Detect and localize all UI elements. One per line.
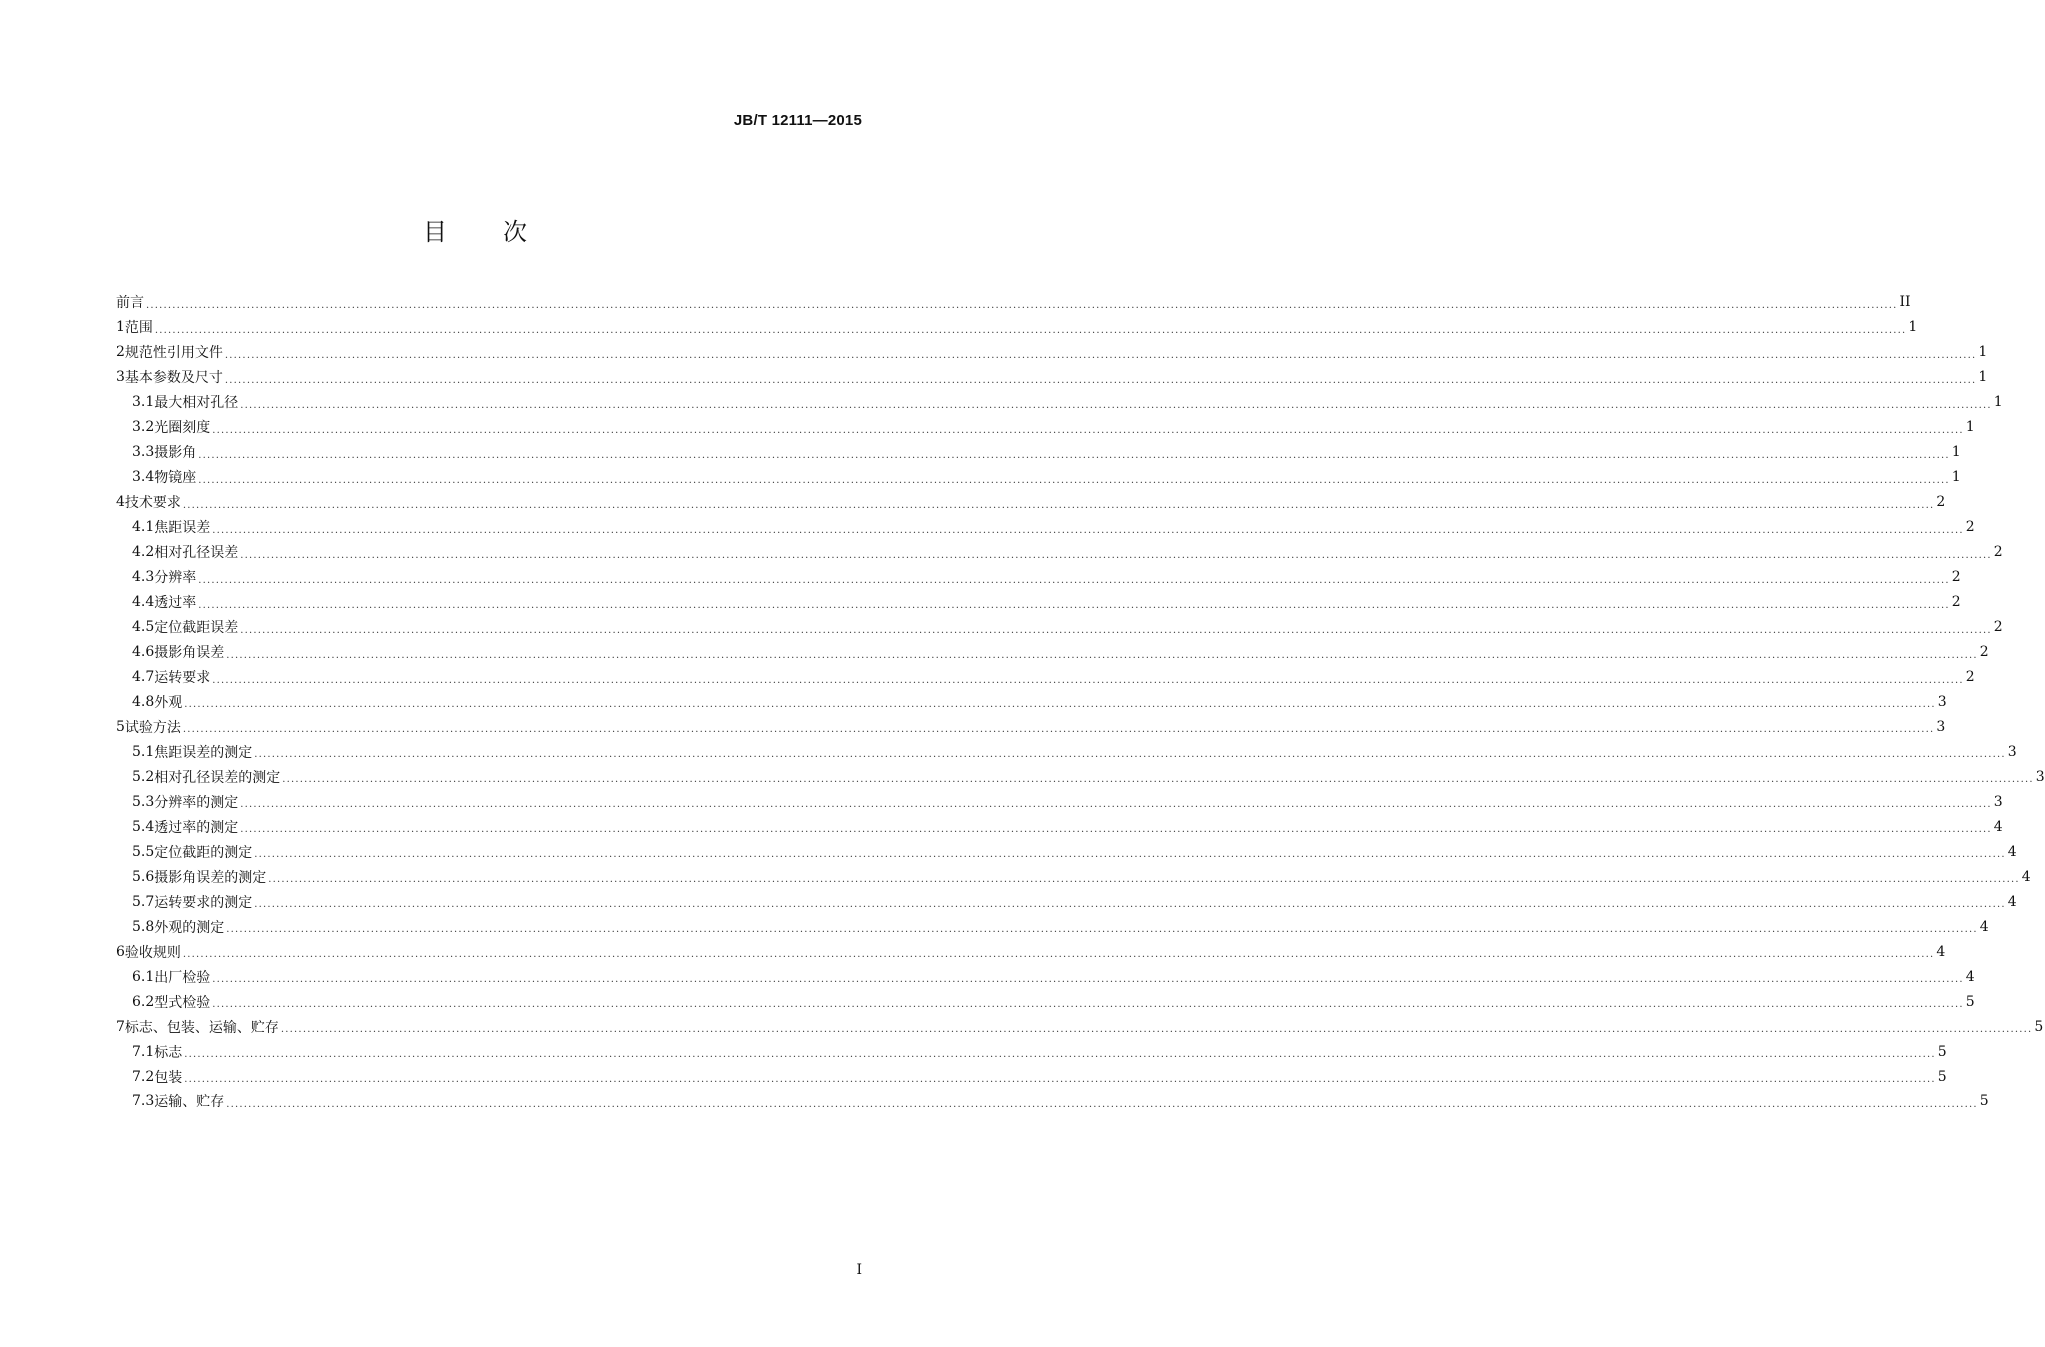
toc-leader-dots: ................................................................................................................................................................................................................................................................................................................................................................................................................ [254, 749, 2006, 761]
toc-entry-label: 标志、包装、运输、贮存 [124, 1019, 279, 1036]
toc-entry-number: 2 [116, 344, 125, 361]
toc-entry-label: 型式检验 [154, 994, 211, 1011]
toc-entry-number: 5 [116, 718, 125, 735]
toc-entry-label: 焦距误差的测定 [154, 744, 253, 761]
toc-leader-dots: ................................................................................................................................................................................................................................................................................................................................................................................................................ [198, 474, 1950, 486]
toc-entry-number: 5.1 [132, 743, 155, 760]
toc-leader-dots: ................................................................................................................................................................................................................................................................................................................................................................................................................ [184, 1049, 1936, 1061]
toc-entry-label: 运转要求的测定 [154, 894, 253, 911]
toc-entry[interactable] [116, 590, 1961, 615]
toc-entry-number: 5.4 [132, 818, 155, 835]
toc-entry[interactable] [116, 989, 1975, 1014]
toc-leader-dots: ................................................................................................................................................................................................................................................................................................................................................................................................................ [212, 424, 1964, 436]
toc-entry-label: 相对孔径误差 [154, 545, 239, 562]
toc-entry[interactable] [116, 465, 1961, 490]
toc-entry-number: 7.3 [132, 1093, 155, 1110]
toc-entry-label: 摄影角误差的测定 [154, 869, 267, 886]
toc-entry-page: 3 [1993, 793, 2003, 810]
toc-leader-dots: ................................................................................................................................................................................................................................................................................................................................................................................................................ [198, 599, 1950, 611]
toc-entry-number: 7.2 [132, 1068, 155, 1085]
toc-entry-page: 4 [1979, 918, 1989, 935]
table-of-contents [116, 290, 2045, 1114]
toc-entry-page: 3 [2007, 743, 2017, 760]
toc-leader-dots: ................................................................................................................................................................................................................................................................................................................................................................................................................ [280, 1024, 2033, 1036]
toc-entry[interactable] [116, 864, 2031, 889]
toc-leader-dots: ................................................................................................................................................................................................................................................................................................................................................................................................................ [198, 449, 1950, 461]
toc-entry-label: 包装 [154, 1069, 183, 1086]
toc-entry[interactable] [116, 665, 1975, 690]
toc-leader-dots: ................................................................................................................................................................................................................................................................................................................................................................................................................ [226, 924, 1978, 936]
toc-entry-number: 4.7 [132, 669, 155, 686]
toc-entry-page: 2 [1951, 594, 1961, 611]
toc-entry-page: 3 [1936, 718, 1946, 735]
toc-entry-page: 4 [1936, 943, 1946, 960]
toc-entry-label: 摄影角误差 [154, 645, 225, 662]
toc-leader-dots: ................................................................................................................................................................................................................................................................................................................................................................................................................ [224, 374, 1977, 386]
toc-entry-page: II [1899, 294, 1911, 311]
toc-entry-page: 4 [2007, 843, 2017, 860]
toc-entry-label: 物镜座 [154, 470, 197, 487]
standard-code: JB/T 12111—2015 [733, 112, 862, 129]
toc-leader-dots: ................................................................................................................................................................................................................................................................................................................................................................................................................ [282, 774, 2034, 786]
toc-entry-number: 4.8 [132, 693, 155, 710]
toc-leader-dots: ................................................................................................................................................................................................................................................................................................................................................................................................................ [184, 1074, 1936, 1086]
toc-leader-dots: ................................................................................................................................................................................................................................................................................................................................................................................................................ [182, 949, 1935, 961]
toc-leader-dots: ................................................................................................................................................................................................................................................................................................................................................................................................................ [154, 324, 1907, 336]
toc-entry-label: 运输、贮存 [154, 1094, 225, 1111]
toc-entry[interactable] [116, 814, 2003, 839]
toc-entry-label: 试验方法 [124, 719, 181, 736]
toc-entry-number: 3.4 [132, 469, 155, 486]
toc-entry-page: 2 [1965, 519, 1975, 536]
toc-entry-label: 外观 [154, 694, 183, 711]
toc-entry[interactable] [116, 615, 2003, 640]
toc-entry[interactable] [116, 839, 2017, 864]
toc-entry-number: 4.2 [132, 544, 155, 561]
toc-entry[interactable] [116, 415, 1975, 440]
toc-entry-page: 4 [1965, 968, 1975, 985]
toc-leader-dots: ................................................................................................................................................................................................................................................................................................................................................................................................................ [240, 799, 1992, 811]
toc-entry-label: 定位截距的测定 [154, 844, 253, 861]
toc-entry[interactable] [116, 939, 1946, 964]
toc-leader-dots: ................................................................................................................................................................................................................................................................................................................................................................................................................ [184, 699, 1936, 711]
toc-entry-number: 3.3 [132, 444, 155, 461]
toc-leader-dots: ................................................................................................................................................................................................................................................................................................................................................................................................................ [146, 299, 1898, 311]
toc-entry-number: 4.4 [132, 594, 155, 611]
toc-entry-page: 1 [1978, 369, 1988, 386]
toc-entry-label: 分辨率 [154, 570, 197, 587]
toc-entry-page: 2 [1993, 544, 2003, 561]
toc-entry-label: 定位截距误差 [154, 620, 239, 637]
toc-entry-number: 4.1 [132, 519, 155, 536]
toc-entry-page: 2 [1993, 619, 2003, 636]
toc-entry-number: 6 [116, 943, 125, 960]
toc-leader-dots: ................................................................................................................................................................................................................................................................................................................................................................................................................ [212, 974, 1964, 986]
toc-leader-dots: ................................................................................................................................................................................................................................................................................................................................................................................................................ [212, 674, 1964, 686]
toc-entry-number: 7.1 [132, 1043, 155, 1060]
toc-entry-label: 前言 [116, 295, 144, 312]
toc-entry[interactable] [116, 714, 1946, 739]
toc-entry[interactable] [116, 889, 2017, 914]
toc-entry-label: 透过率 [154, 595, 197, 612]
toc-entry-page: 1 [1993, 394, 2003, 411]
toc-entry-page: 5 [2034, 1018, 2044, 1035]
toc-entry-page: 1 [1951, 469, 1961, 486]
toc-leader-dots: ................................................................................................................................................................................................................................................................................................................................................................................................................ [240, 624, 1992, 636]
toc-leader-dots: ................................................................................................................................................................................................................................................................................................................................................................................................................ [240, 824, 1992, 836]
toc-entry-number: 6.2 [132, 993, 155, 1010]
toc-entry-number: 5.2 [132, 768, 155, 785]
toc-entry[interactable] [116, 540, 2003, 565]
page-number: I [856, 1262, 862, 1278]
toc-entry-page: 3 [2035, 768, 2045, 785]
toc-entry-page: 5 [1937, 1043, 1947, 1060]
toc-entry[interactable] [116, 565, 1961, 590]
toc-leader-dots: ................................................................................................................................................................................................................................................................................................................................................................................................................ [240, 399, 1992, 411]
toc-entry-page: 5 [1979, 1093, 1989, 1110]
toc-leader-dots: ................................................................................................................................................................................................................................................................................................................................................................................................................ [254, 849, 2006, 861]
toc-entry-label: 焦距误差 [154, 520, 211, 537]
toc-entry-label: 最大相对孔径 [154, 395, 239, 412]
toc-entry-number: 4.3 [132, 569, 155, 586]
toc-leader-dots: ................................................................................................................................................................................................................................................................................................................................................................................................................ [254, 899, 2006, 911]
title-char-1: 目 [423, 218, 447, 246]
toc-entry-label: 出厂检验 [154, 969, 211, 986]
toc-entry[interactable] [116, 390, 2003, 415]
toc-entry-page: 5 [1965, 993, 1975, 1010]
toc-entry-number: 6.1 [132, 968, 155, 985]
toc-entry-number: 5.5 [132, 843, 155, 860]
toc-entry[interactable] [116, 1089, 1989, 1114]
toc-entry-number: 5.6 [132, 868, 155, 885]
toc-entry[interactable] [116, 914, 1989, 939]
toc-entry-page: 1 [1951, 444, 1961, 461]
toc-entry[interactable] [116, 490, 1946, 515]
toc-entry-page: 2 [1951, 569, 1961, 586]
toc-entry-page: 4 [2021, 868, 2031, 885]
toc-entry-page: 1 [1978, 344, 1988, 361]
toc-entry[interactable] [116, 440, 1961, 465]
toc-entry-number: 4 [116, 494, 125, 511]
toc-entry[interactable] [116, 315, 1918, 340]
toc-entry-number: 5.7 [132, 893, 155, 910]
toc-entry[interactable] [116, 1014, 2044, 1039]
toc-entry-number: 5.8 [132, 918, 155, 935]
toc-entry-number: 1 [116, 319, 125, 336]
toc-entry-label: 基本参数及尺寸 [124, 370, 223, 387]
toc-leader-dots: ................................................................................................................................................................................................................................................................................................................................................................................................................ [212, 524, 1964, 536]
toc-entry-label: 摄影角 [154, 445, 197, 462]
toc-entry-number: 4.5 [132, 619, 155, 636]
toc-entry-label: 运转要求 [154, 670, 211, 687]
toc-entry[interactable] [116, 739, 2017, 764]
toc-entry-label: 范围 [124, 320, 153, 337]
toc-leader-dots: ................................................................................................................................................................................................................................................................................................................................................................................................................ [226, 649, 1978, 661]
toc-leader-dots: ................................................................................................................................................................................................................................................................................................................................................................................................................ [268, 874, 2020, 886]
toc-entry[interactable] [116, 764, 2045, 789]
toc-entry-number: 7 [116, 1018, 125, 1035]
toc-leader-dots: ................................................................................................................................................................................................................................................................................................................................................................................................................ [240, 549, 1992, 561]
toc-entry-number: 5.3 [132, 793, 155, 810]
toc-entry[interactable] [116, 690, 1947, 715]
toc-entry[interactable] [116, 640, 1989, 665]
toc-entry[interactable] [116, 365, 1988, 390]
toc-entry-label: 标志 [154, 1044, 183, 1061]
toc-entry-page: 1 [1908, 319, 1918, 336]
toc-entry-label: 规范性引用文件 [124, 345, 223, 362]
toc-entry-page: 2 [1936, 494, 1946, 511]
toc-leader-dots: ................................................................................................................................................................................................................................................................................................................................................................................................................ [224, 349, 1977, 361]
toc-entry-page: 5 [1937, 1068, 1947, 1085]
toc-entry-page: 1 [1965, 419, 1975, 436]
toc-leader-dots: ................................................................................................................................................................................................................................................................................................................................................................................................................ [212, 999, 1964, 1011]
toc-leader-dots: ................................................................................................................................................................................................................................................................................................................................................................................................................ [198, 574, 1950, 586]
toc-entry-page: 2 [1979, 644, 1989, 661]
toc-leader-dots: ................................................................................................................................................................................................................................................................................................................................................................................................................ [182, 499, 1935, 511]
toc-entry-label: 透过率的测定 [154, 819, 239, 836]
toc-entry-label: 技术要求 [124, 495, 181, 512]
toc-entry-label: 验收规则 [124, 944, 181, 961]
toc-entry-label: 相对孔径误差的测定 [154, 769, 281, 786]
title-char-2: 次 [503, 218, 527, 246]
toc-entry-page: 4 [2007, 893, 2017, 910]
toc-entry-label: 光圈刻度 [154, 420, 211, 437]
toc-entry-page: 2 [1965, 669, 1975, 686]
toc-entry[interactable] [116, 290, 1911, 315]
toc-entry-label: 外观的测定 [154, 919, 225, 936]
toc-entry-number: 4.6 [132, 644, 155, 661]
toc-leader-dots: ................................................................................................................................................................................................................................................................................................................................................................................................................ [182, 724, 1935, 736]
toc-entry-number: 3.1 [132, 394, 155, 411]
toc-entry-number: 3 [116, 369, 125, 386]
toc-entry-page: 4 [1993, 818, 2003, 835]
toc-entry[interactable] [116, 789, 2003, 814]
toc-entry-number: 3.2 [132, 419, 155, 436]
toc-leader-dots: ................................................................................................................................................................................................................................................................................................................................................................................................................ [226, 1098, 1978, 1110]
toc-entry-page: 3 [1937, 693, 1947, 710]
toc-entry[interactable] [116, 515, 1975, 540]
page-title [0, 212, 950, 247]
toc-entry[interactable] [116, 340, 1988, 365]
toc-entry[interactable] [116, 1039, 1947, 1064]
toc-entry[interactable] [116, 1064, 1947, 1089]
toc-entry[interactable] [116, 964, 1975, 989]
toc-entry-label: 分辨率的测定 [154, 794, 239, 811]
